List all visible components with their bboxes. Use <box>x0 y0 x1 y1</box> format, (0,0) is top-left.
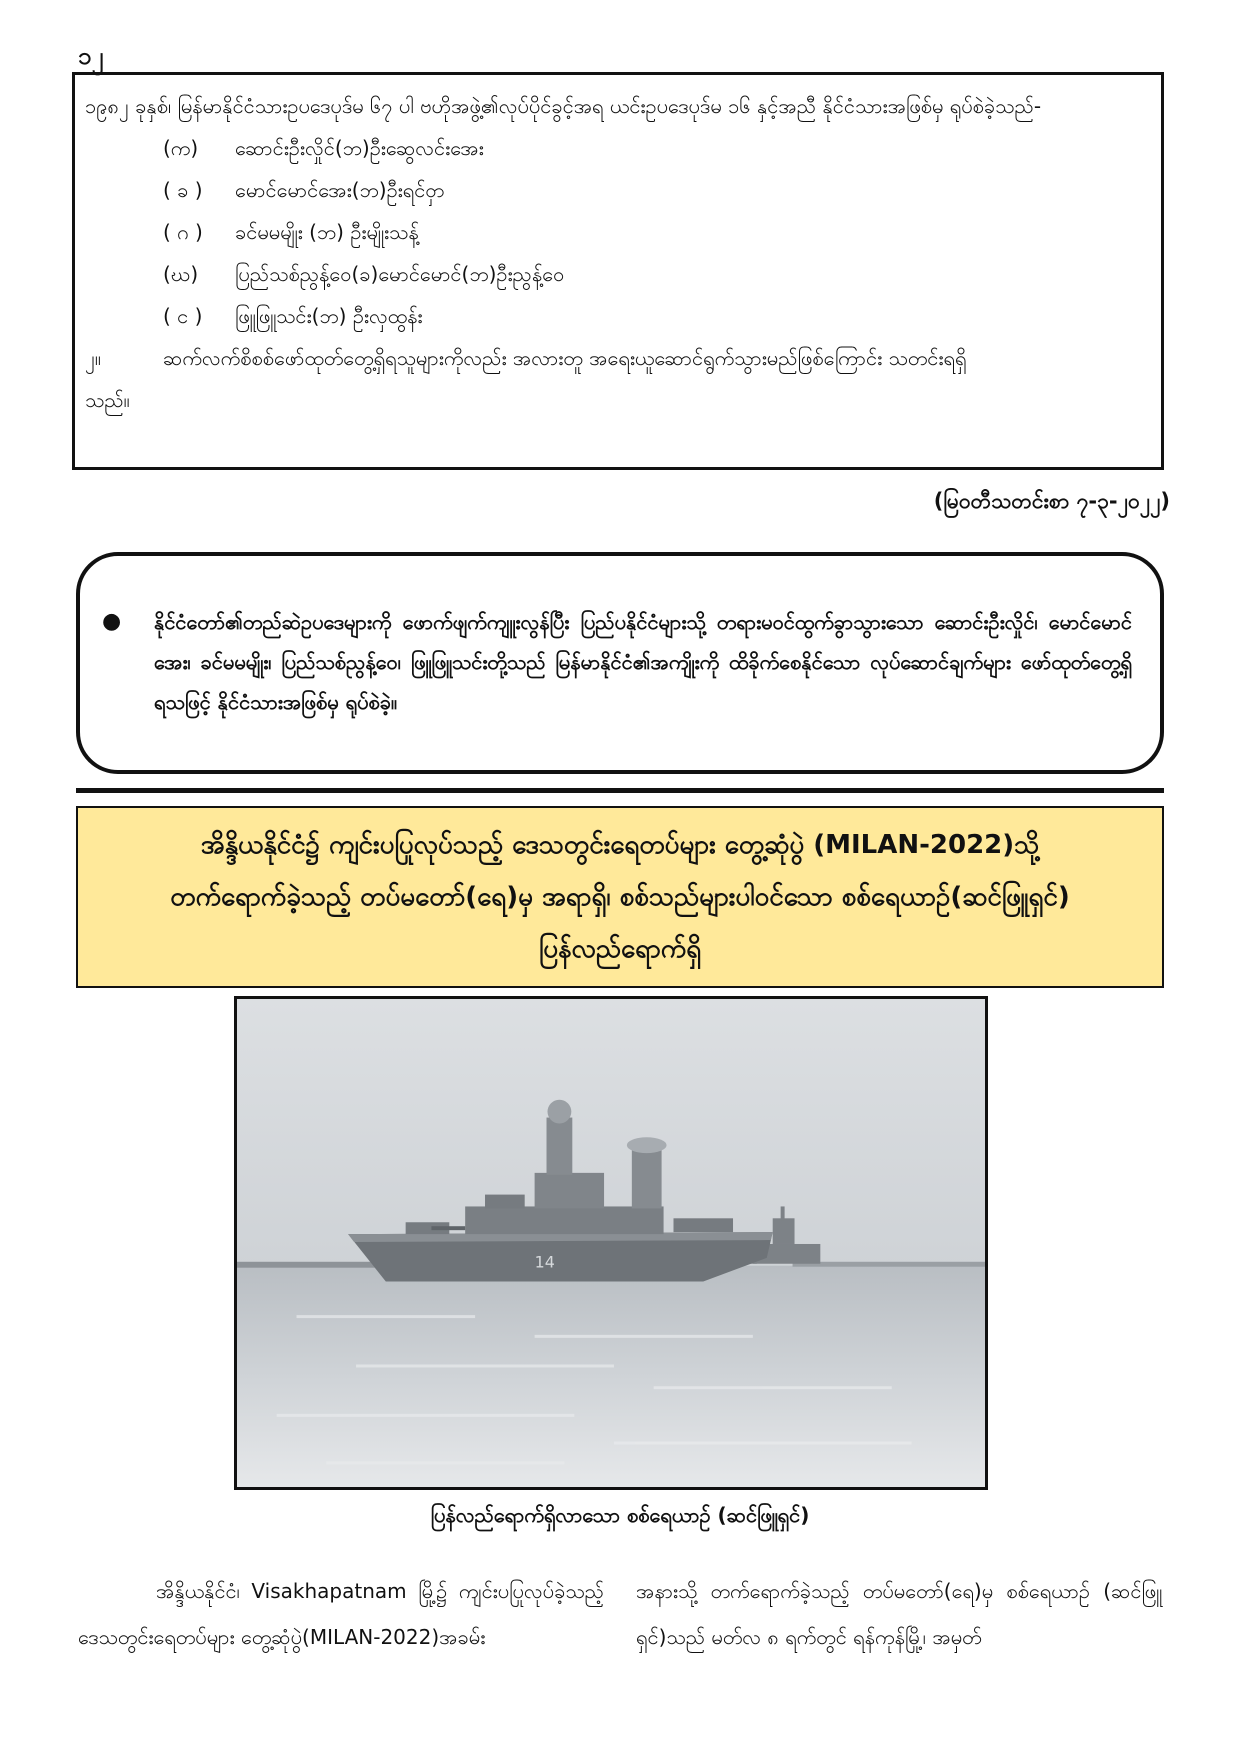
article-body <box>78 1568 1162 1660</box>
summary-text: နိုင်ငံတော်၏တည်ဆဲဥပဒေများကို ဖောက်ဖျက်ကျူးလွန်ပြီး ပြည်ပနိုင်ငံများသို့ တရားမဝင်ထွက်ခွာသွားသော ဆောင်းဦးလှိုင်၊ မောင်မောင်အေး၊ ခင်မမမျိုး၊ ပြည်သစ်ညွန့်ဝေ၊ ဖြူဖြူသင်းတို့သည် မြန်မာနိုင်ငံ၏အကျိုးကို ထိခိုက်စေနိုင်သော လုပ်ဆောင်ချက်များ ဖော်ထုတ်တွေ့ရှိရသဖြင့် နိုင်ငံသားအဖြစ်မှ ရုပ်စဲခဲ့။ <box>154 610 1132 714</box>
paragraph-number: ၂။ <box>85 346 101 370</box>
list-marker: (က) <box>163 136 199 160</box>
list-marker: ( င ) <box>163 304 203 328</box>
bullet-icon: ● <box>102 609 122 634</box>
list-item <box>85 295 1151 337</box>
closing-text: ဆက်လက်စိစစ်ဖော်ထုတ်တွေ့ရှိရသူများကိုလည်း အလားတူ အရေးယူဆောင်ရွက်သွားမည်ဖြစ်ကြောင်း သတင်းရရှိ <box>163 346 967 370</box>
list-marker: (ဃ) <box>163 262 199 286</box>
list-item <box>85 127 1151 169</box>
list-item <box>85 169 1151 211</box>
revoked-persons-list <box>85 127 1151 337</box>
list-item <box>85 211 1151 253</box>
headline-line-3: ပြန်လည်ရောက်ရှိ <box>538 934 702 964</box>
ship-photo <box>234 996 988 1490</box>
photo-caption: ပြန်လည်ရောက်ရှိလာသော စစ်ရေယာဉ် (ဆင်ဖြူရှင်) <box>430 1503 810 1527</box>
list-item-text: ဆောင်းဦးလှိုင်(ဘ)ဦးဆွေလင်းအေး <box>235 136 484 160</box>
body-column-2: အနားသို့ တက်ရောက်ခဲ့သည့် တပ်မတော်(ရေ)မှ စစ်ရေယာဉ် (ဆင်ဖြူရှင်)သည် မတ်လ ၈ ရက်တွင် ရန်ကုန်မြို့၊ အမှတ် <box>636 1579 1162 1649</box>
notice-intro: ၁၉၈၂ ခုနှစ်၊ မြန်မာနိုင်ငံသားဥပဒေပုဒ်မ ၆၇ ပါ ဗဟိုအဖွဲ့၏လုပ်ပိုင်ခွင့်အရ ယင်းဥပဒေပုဒ်မ ၁၆ နှင့်အညီ နိုင်ငံသားအဖြစ်မှ ရုပ်စဲခဲ့သည်- <box>85 94 1042 118</box>
section-divider <box>76 788 1164 793</box>
closing-text-continued: သည်။ <box>85 388 130 412</box>
source-citation: (မြဝတီသတင်းစာ ၇-၃-၂၀၂၂) <box>933 489 1170 513</box>
headline-line-1: အိန္ဒိယနိုင်ငံ၌ ကျင်းပပြုလုပ်သည့် ဒေသတွင်းရေတပ်များ တွေ့ဆုံပွဲ (MILAN-2022)သို့ <box>200 830 1040 860</box>
warship-illustration <box>237 999 985 1487</box>
list-item-text: မောင်မောင်အေး(ဘ)ဦးရင်ဝှာ <box>235 178 445 202</box>
headline <box>170 819 1069 975</box>
list-item-text: ခင်မမမျိုး (ဘ) ဦးမျိုးသန့် <box>235 220 419 244</box>
headline-box <box>76 806 1164 988</box>
list-item-text: ဖြူဖြူသင်း(ဘ) ဦးလှထွန်း <box>235 304 423 328</box>
body-column-1: အိန္ဒိယနိုင်ငံ၊ Visakhapatnam မြို့၌ ကျင်းပပြုလုပ်ခဲ့သည့် ဒေသတွင်းရေတပ်များ တွေ့ဆုံပွဲ(MILAN-2022)အခမ်း <box>78 1579 604 1649</box>
list-marker: ( ဂ ) <box>163 220 203 244</box>
shoreline <box>793 1262 985 1267</box>
list-marker: ( ခ ) <box>163 178 203 202</box>
list-item <box>85 253 1151 295</box>
notice-closing <box>85 337 1151 379</box>
hull-number: 14 <box>534 1252 555 1272</box>
headline-line-2: တက်ရောက်ခဲ့သည့် တပ်မတော်(ရေ)မှ အရာရှိ၊ စစ်သည်များပါဝင်သော စစ်ရေယာဉ်(ဆင်ဖြူရှင်) <box>170 882 1070 912</box>
list-item-text: ပြည်သစ်ညွန့်ဝေ(ခ)မောင်မောင်(ဘ)ဦးညွန့်ဝေ <box>235 262 565 286</box>
notice-box <box>72 72 1164 470</box>
page-number: ၁၂ <box>78 42 104 70</box>
water <box>237 1266 985 1487</box>
summary-box <box>76 552 1164 774</box>
